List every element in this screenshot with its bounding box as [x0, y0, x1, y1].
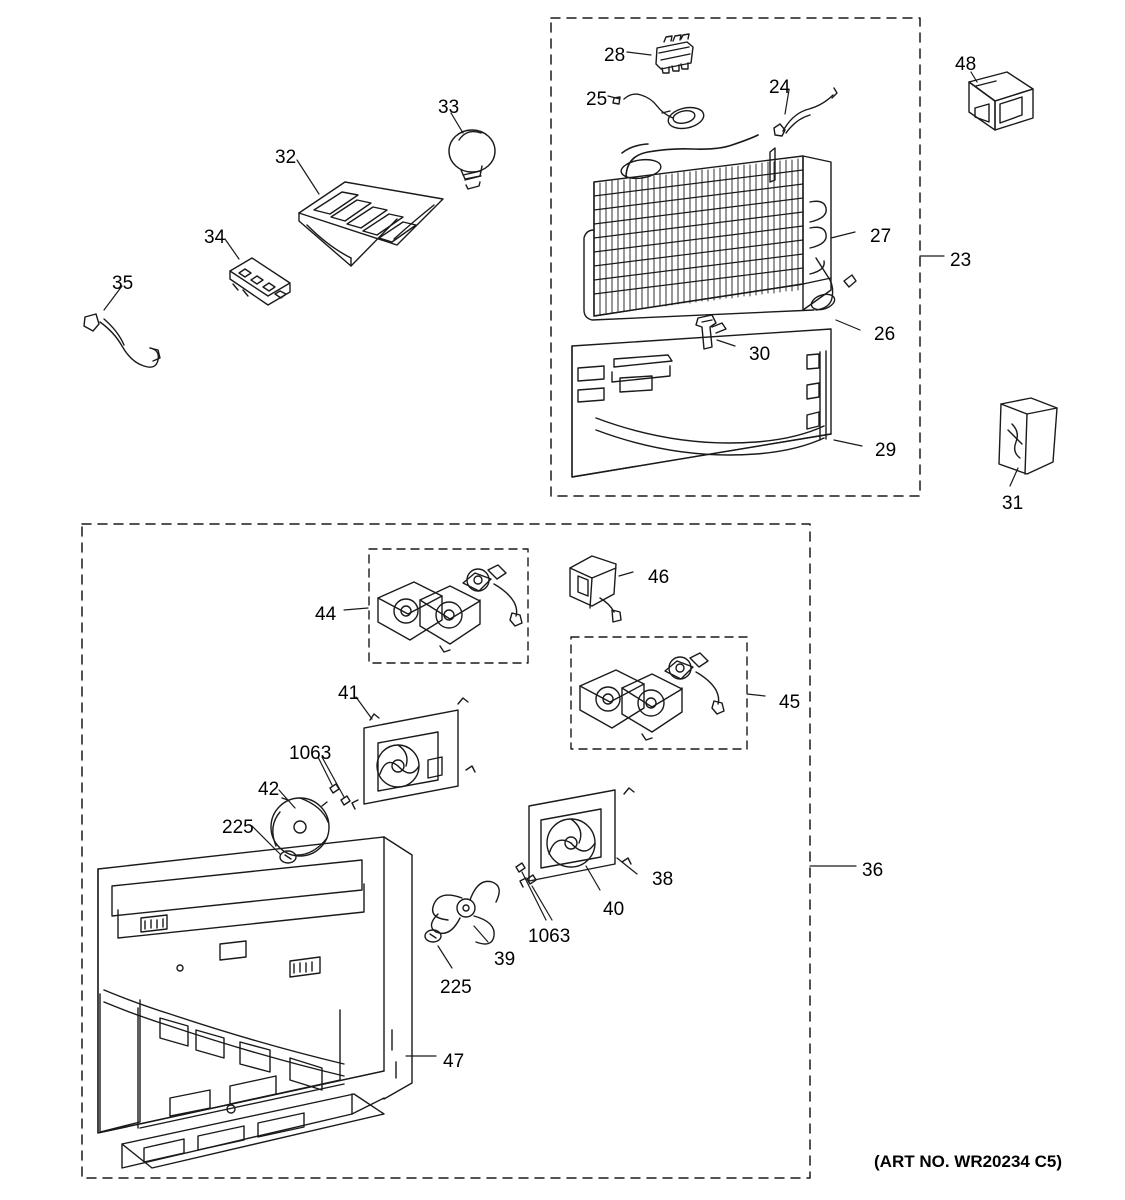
callout-35: 35 [112, 273, 134, 294]
callout-33: 33 [438, 97, 460, 118]
callout-45: 45 [779, 692, 801, 713]
callout-46: 46 [648, 567, 670, 588]
part-46-motor [570, 556, 621, 622]
part-35-harness [84, 314, 160, 367]
callout-225-left: 225 [222, 817, 254, 838]
callout-28: 28 [604, 45, 626, 66]
part-30-bracket [696, 315, 726, 349]
part-47-back-panel [98, 837, 412, 1168]
callout-23: 23 [950, 250, 972, 271]
art-number: (ART NO. WR20234 C5) [874, 1152, 1062, 1171]
callout-47: 47 [443, 1051, 465, 1072]
part-31-cover [999, 398, 1057, 474]
callout-32: 32 [275, 147, 297, 168]
leader-lines [104, 52, 1018, 1056]
part-27-evaporator [584, 135, 856, 320]
callout-31: 31 [1002, 493, 1024, 514]
callout-1063-right: 1063 [528, 926, 571, 947]
part-25-thermostat [613, 94, 706, 131]
callout-27: 27 [870, 226, 892, 247]
callout-24: 24 [769, 77, 791, 98]
callout-39: 39 [494, 949, 516, 970]
part-39-fan-blade [431, 881, 499, 944]
part-33-light-bulb [449, 130, 495, 189]
callout-42: 42 [258, 779, 280, 800]
callout-48: 48 [955, 54, 977, 75]
part-45-damper-assembly [580, 653, 724, 740]
part-42-fan-blade [271, 798, 329, 856]
callout-34: 34 [204, 227, 226, 248]
group-box-36 [82, 524, 810, 1178]
callout-38: 38 [652, 869, 674, 890]
callout-40: 40 [603, 899, 625, 920]
part-225-screw-right [425, 930, 441, 942]
part-44-damper-assembly [378, 565, 522, 652]
callout-29: 29 [875, 440, 897, 461]
callout-30: 30 [749, 344, 771, 365]
callout-36: 36 [862, 860, 884, 881]
part-1063-screws-left [330, 784, 350, 805]
callout-25: 25 [586, 89, 608, 110]
part-34-socket [230, 258, 290, 305]
part-38-fan-housing [520, 788, 634, 887]
callout-26: 26 [874, 324, 896, 345]
part-28-terminal-block [656, 34, 693, 73]
callout-44: 44 [315, 604, 337, 625]
part-41-fan-housing [352, 698, 475, 809]
callout-225-right: 225 [440, 977, 472, 998]
callout-1063-left: 1063 [289, 743, 332, 764]
part-48-cover [969, 72, 1033, 130]
callout-41: 41 [338, 683, 360, 704]
part-32-light-shield [299, 182, 443, 266]
part-29-drip-pan [572, 329, 831, 477]
